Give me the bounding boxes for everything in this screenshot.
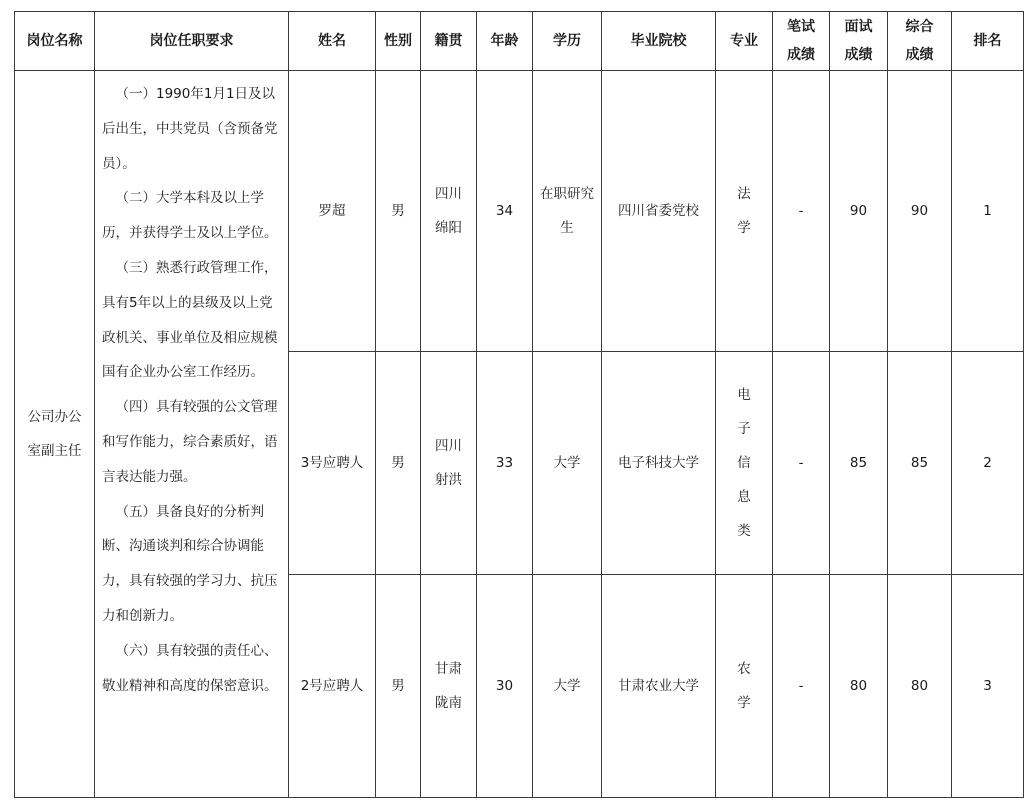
candidate-major-cell (716, 71, 773, 352)
candidate-age: 33 (477, 352, 533, 575)
candidate-education-cell (533, 575, 602, 798)
candidate-major: 电子信息类 (737, 387, 751, 539)
header-written-score (773, 12, 830, 71)
native-place-line2: 绵阳 (435, 220, 462, 236)
candidate-name: 2号应聘人 (289, 575, 376, 798)
native-place-line2: 射洪 (435, 472, 462, 488)
candidate-gender: 男 (376, 575, 421, 798)
candidate-education-cell (533, 352, 602, 575)
interview-score: 80 (830, 575, 888, 798)
interview-score: 85 (830, 352, 888, 575)
candidate-education-cell (533, 71, 602, 352)
candidate-major: 法学 (737, 186, 751, 236)
header-native-place: 籍贯 (421, 12, 477, 71)
candidate-native-place (421, 352, 477, 575)
post-name-cell (15, 71, 95, 798)
overall-score: 90 (888, 71, 952, 352)
requirement-item: （五）具备良好的分析判断、沟通谈判和综合协调能力，具有较强的学习力、抗压力和创新力。 (102, 503, 278, 624)
requirements-cell (95, 71, 289, 798)
table-row (15, 71, 1024, 352)
native-place-line1: 甘肃 (435, 661, 462, 677)
post-name: 公司办公室副主任 (27, 409, 82, 459)
native-place-line2: 陇南 (435, 695, 462, 711)
header-row (15, 12, 1024, 71)
header-interview-line2: 成绩 (844, 47, 873, 63)
candidate-name: 罗超 (289, 71, 376, 352)
header-rank: 排名 (952, 12, 1024, 71)
candidate-results-table (14, 11, 1024, 798)
candidate-name: 3号应聘人 (289, 352, 376, 575)
candidate-school: 甘肃农业大学 (602, 575, 716, 798)
candidate-major: 农学 (737, 661, 751, 711)
header-education: 学历 (533, 12, 602, 71)
candidate-education: 大学 (553, 678, 581, 694)
candidate-education: 在职研究生 (540, 186, 594, 236)
interview-score: 90 (830, 71, 888, 352)
candidate-gender: 男 (376, 71, 421, 352)
candidate-native-place (421, 71, 477, 352)
header-major: 专业 (716, 12, 773, 71)
candidate-major-cell (716, 352, 773, 575)
header-gender: 性别 (376, 12, 421, 71)
written-score: - (773, 352, 830, 575)
results-table-container (14, 11, 1024, 798)
written-score: - (773, 71, 830, 352)
requirement-item: （三）熟悉行政管理工作，具有5年以上的县级及以上党政机关、事业单位及相应规模国有企业办公室工作经历。 (102, 259, 278, 381)
native-place-line1: 四川 (435, 438, 462, 454)
rank: 2 (952, 352, 1024, 575)
header-written-line1: 笔试 (787, 19, 815, 35)
candidate-age: 34 (477, 71, 533, 352)
header-overall-line1: 综合 (905, 19, 934, 35)
candidate-age: 30 (477, 575, 533, 798)
candidate-education: 大学 (553, 455, 581, 471)
header-interview-line1: 面试 (844, 19, 873, 35)
written-score: - (773, 575, 830, 798)
header-school: 毕业院校 (602, 12, 716, 71)
header-written-line2: 成绩 (787, 47, 815, 63)
rank: 1 (952, 71, 1024, 352)
candidate-school: 四川省委党校 (602, 71, 716, 352)
requirement-item: （四）具有较强的公文管理和写作能力，综合素质好，语言表达能力强。 (102, 399, 278, 485)
candidate-major-cell (716, 575, 773, 798)
candidate-school: 电子科技大学 (602, 352, 716, 575)
rank: 3 (952, 575, 1024, 798)
candidate-gender: 男 (376, 352, 421, 575)
overall-score: 85 (888, 352, 952, 575)
requirement-item: （一）1990年1月1日及以后出生，中共党员（含预备党员）。 (102, 86, 278, 172)
header-requirements: 岗位任职要求 (95, 12, 289, 71)
header-overall-line2: 成绩 (905, 47, 934, 63)
header-name: 姓名 (289, 12, 376, 71)
header-post: 岗位名称 (15, 12, 95, 71)
candidate-native-place (421, 575, 477, 798)
overall-score: 80 (888, 575, 952, 798)
header-age: 年龄 (477, 12, 533, 71)
native-place-line1: 四川 (435, 186, 462, 202)
requirements-list (95, 71, 288, 703)
requirement-item: （二）大学本科及以上学历，并获得学士及以上学位。 (102, 190, 278, 242)
header-overall-score (888, 12, 952, 71)
header-interview-score (830, 12, 888, 71)
requirement-item: （六）具有较强的责任心、敬业精神和高度的保密意识。 (102, 642, 278, 694)
